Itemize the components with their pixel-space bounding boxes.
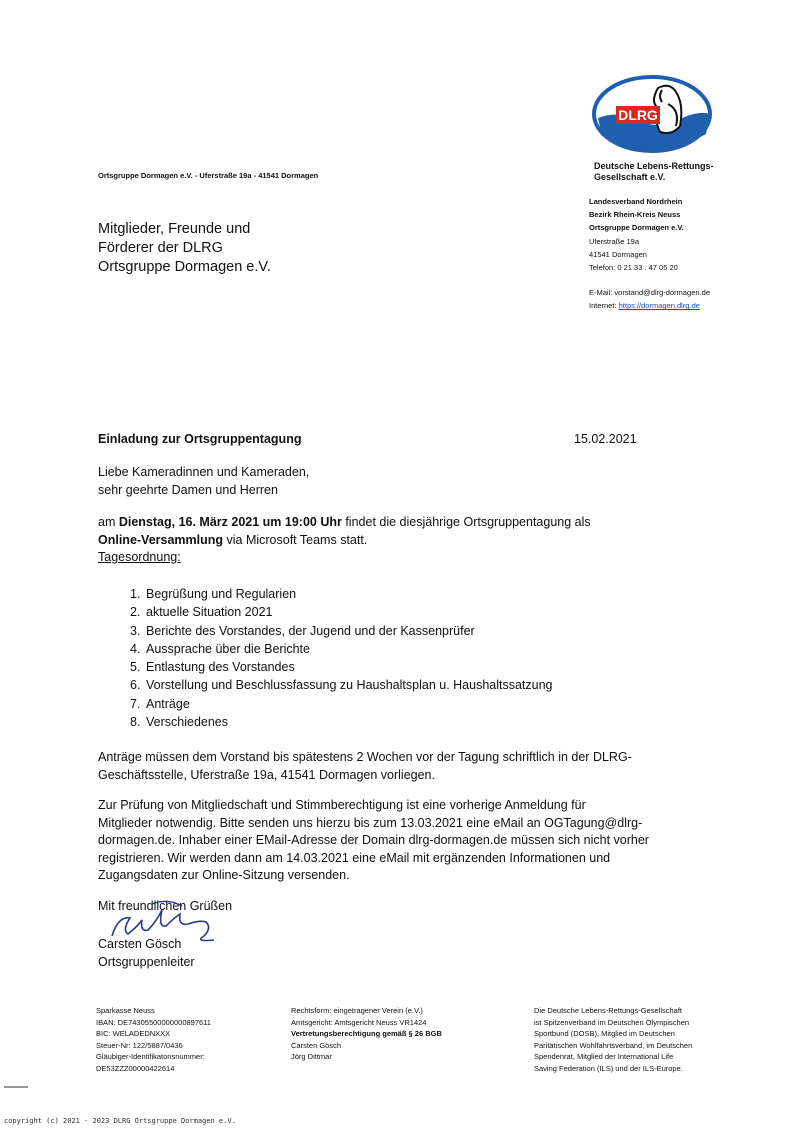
footer-line: BIC: WELADEDNXXX — [96, 1029, 171, 1038]
footer-line: Paritätischen Wohlfahrtsverband, im Deutschen — [534, 1040, 693, 1050]
footer-about — [534, 1005, 692, 1074]
agenda-num: 2. — [130, 605, 141, 620]
agenda-text: Aussprache über die Berichte — [146, 641, 310, 656]
paragraph-line: Geschäftsstelle, Uferstraße 19a, 41541 Dormagen vorliegen. — [98, 767, 435, 782]
subject: Einladung zur Ortsgruppentagung — [98, 432, 302, 446]
agenda-text: Berichte des Vorstandes, der Jugend und der Kassenprüfer — [146, 623, 475, 638]
footer-line: IBAN: DE74305500000000897611 — [96, 1017, 211, 1027]
agenda-num: 4. — [130, 641, 141, 656]
footer-legal — [291, 1005, 442, 1063]
footer-line: Jörg Dittmar — [291, 1052, 332, 1061]
agenda-num: 8. — [130, 715, 141, 730]
intro-pre: am — [98, 515, 119, 529]
landesverband: Landesverband Nordrhein — [589, 197, 683, 206]
motions-paragraph — [98, 749, 698, 784]
footer-line: Gläubiger-Identifikatonsnummer: — [96, 1052, 205, 1061]
footer-line: Vertretungsberechtigung gemäß § 26 BGB — [291, 1029, 442, 1038]
footer-line: DE53ZZZ00000422614 — [96, 1063, 175, 1073]
sender-line: Ortsgruppe Dormagen e.V. - Uferstraße 19a - 41541 Dormagen — [98, 171, 319, 180]
salutation-line: Liebe Kameradinnen und Kameraden, — [98, 465, 310, 479]
agenda-list — [130, 585, 553, 731]
letter-date: 15.02.2021 — [574, 432, 637, 446]
agenda-text: Anträge — [146, 696, 190, 711]
phone: Telefon: 0 21 33 . 47 05 20 — [589, 263, 678, 273]
internet-label: Internet: — [589, 301, 619, 311]
footer-line: ist Spitzenverband im Deutschen Olympischen — [534, 1017, 690, 1027]
paragraph-line: Zur Prüfung von Mitgliedschaft und Stimmberechtigung ist eine vorherige Anmeldung für — [98, 798, 586, 812]
copyright: copyright (c) 2021 - 2023 DLRG Ortsgruppe Dormagen e.V. — [4, 1117, 236, 1125]
agenda-text: aktuelle Situation 2021 — [146, 605, 273, 620]
agenda-item — [130, 622, 553, 640]
agenda-num: 3. — [130, 623, 141, 638]
registration-paragraph — [98, 797, 698, 885]
bezirk: Bezirk Rhein-Kreis Neuss — [589, 210, 681, 220]
paragraph-line: Mitglieder notwendig. Bitte senden uns hierzu bis zum 13.03.2021 eine eMail an OGTagung@dlrg- — [98, 815, 643, 830]
city: 41541 Dormagen — [589, 249, 647, 259]
agenda-item — [130, 676, 553, 694]
footer-line: Amtsgericht: Amtsgericht Neuss VR1424 — [291, 1017, 427, 1027]
recipient-line: Förderer der DLRG — [98, 240, 223, 256]
recipient-line: Ortsgruppe Dormagen e.V. — [98, 259, 271, 275]
agenda-text: Begrüßung und Regularien — [146, 587, 297, 601]
footer-line: Saving Federation (ILS) und der ILS-Europe. — [534, 1063, 683, 1073]
paragraph-line: registrieren. Wir werden dann am 14.03.2021 eine eMail mit ergänzenden Informationen und — [98, 850, 611, 865]
intro-paragraph — [98, 514, 698, 567]
agenda-item — [130, 640, 553, 658]
footer-line: Sparkasse Neuss — [96, 1006, 155, 1015]
email: E-Mail: vorstand@dlrg-dormagen.de — [589, 288, 710, 298]
paragraph-line: dormagen.de. Inhaber einer EMail-Adresse der Domain dlrg-dormagen.de müssen sich nicht vorher — [98, 833, 649, 847]
paragraph-line: Anträge müssen dem Vorstand bis spätestens 2 Wochen vor der Tagung schriftlich in der DLRG- — [98, 750, 632, 764]
agenda-num: 6. — [130, 678, 141, 693]
footer-line: Sportbund (DOSB), Mitglied im Deutschen — [534, 1029, 675, 1038]
agenda-title: Tagesordnung: — [98, 550, 181, 564]
signer-block — [98, 936, 195, 971]
org-name — [594, 161, 714, 183]
footer-line: Carsten Gösch — [291, 1040, 342, 1050]
agenda-num: 1. — [130, 587, 141, 601]
footer-line: Die Deutsche Lebens-Rettungs-Gesellschaft — [534, 1006, 682, 1015]
footer-line: Rechtsform: eingetragener Verein (e.V.) — [291, 1006, 423, 1015]
footer-bank — [96, 1005, 211, 1074]
closing: Mit freundlichen Grüßen — [98, 899, 233, 913]
agenda-text: Verschiedenes — [146, 715, 229, 730]
street: Uferstraße 19a — [589, 236, 640, 246]
intro-post: via Microsoft Teams statt. — [223, 532, 368, 547]
org-name-line: Deutsche Lebens-Rettungs- — [594, 161, 714, 171]
ortsgruppe: Ortsgruppe Dormagen e.V. — [589, 223, 684, 233]
org-name-line: Gesellschaft e.V. — [594, 172, 666, 182]
recipient-address — [98, 220, 271, 277]
dlrg-logo — [588, 74, 718, 158]
agenda-text: Vorstellung und Beschlussfassung zu Haushaltsplan u. Haushaltssatzung — [146, 678, 553, 693]
agenda-item — [130, 603, 553, 621]
agenda-num: 7. — [130, 696, 141, 711]
agenda-item — [130, 713, 553, 731]
agenda-item — [130, 658, 553, 676]
salutation — [98, 464, 698, 499]
salutation-line: sehr geehrte Damen und Herren — [98, 482, 278, 497]
meeting-date: Dienstag, 16. März 2021 um 19:00 Uhr — [118, 515, 342, 529]
signer-title: Ortsgruppenleiter — [98, 954, 195, 969]
internet-row — [589, 299, 710, 312]
agenda-item — [130, 695, 553, 713]
intro-mid: findet die diesjährige Ortsgruppentagung als — [341, 515, 591, 529]
online-label: Online-Versammlung — [98, 532, 224, 547]
contact-block — [589, 195, 710, 313]
agenda-item — [130, 585, 553, 603]
signer-name: Carsten Gösch — [98, 937, 182, 951]
agenda-num: 5. — [130, 660, 141, 675]
footer-line: Steuer-Nr: 122/5887/0436 — [96, 1040, 183, 1050]
divider-mark — [4, 1086, 28, 1088]
agenda-text: Entlastung des Vorstandes — [146, 660, 295, 675]
paragraph-line: Zugangsdaten zur Online-Sitzung versenden. — [98, 868, 350, 882]
website-link[interactable]: https://dormagen.dlrg.de — [618, 301, 700, 311]
footer-line: Spendenrat, Mitglied der International Life — [534, 1052, 674, 1061]
logo-text: DLRG — [618, 107, 658, 123]
recipient-line: Mitglieder, Freunde und — [98, 221, 251, 237]
